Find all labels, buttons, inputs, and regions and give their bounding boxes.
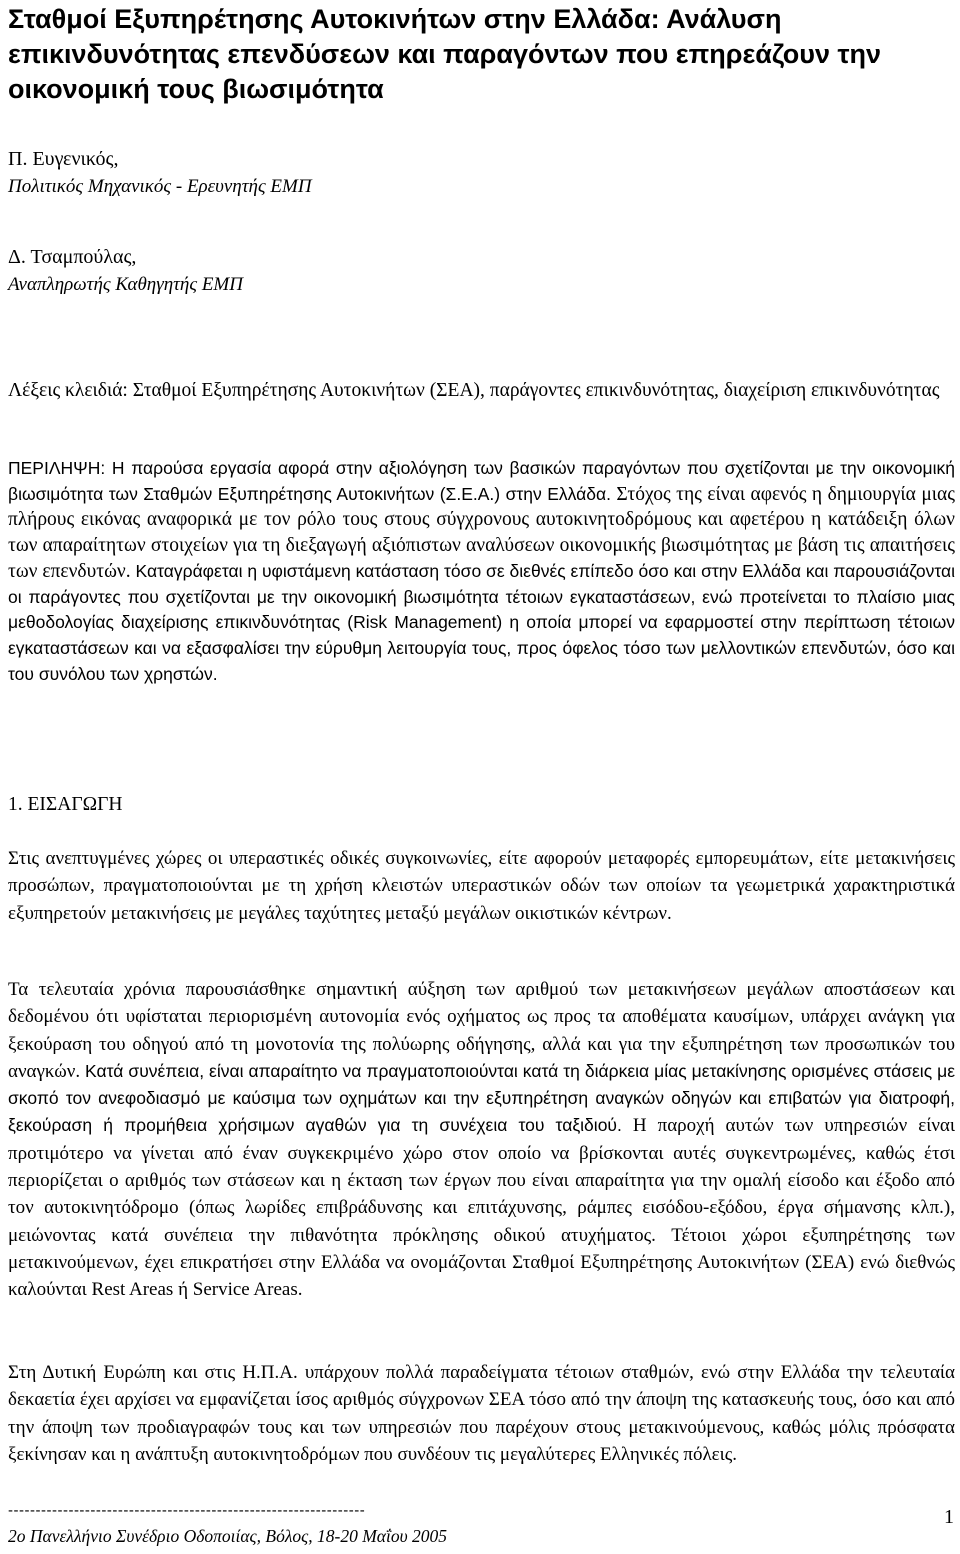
intro-p2-part2: Κατά συνέπεια, είναι απαραίτητο να πραγματοποιούνται κατά τη διάρκεια μίας μετακίνησης ορισμένες στάσεις με σκοπό τον ανεφοδιασμό με καύσιμα των οχημάτων και την εξυπηρέτηση αναγκών οδηγών και επιβατών για διατροφή, ξεκούραση ή προμήθεια χρήσιμων αγαθών για τη συνέχεια του ταξιδιού. <box>8 1060 956 1136</box>
footer-rule: ----------------------------------------------------------------- <box>8 1502 366 1519</box>
abstract <box>8 456 955 687</box>
author-name: Π. Ευγενικός, <box>8 148 119 170</box>
section-heading-introduction: 1. ΕΙΣΑΓΩΓΗ <box>8 794 123 815</box>
intro-paragraph-2 <box>8 976 955 1304</box>
abstract-scope: Καταγράφεται η υφιστάμενη κατάσταση τόσο σε διεθνές επίπεδο όσο και στην Ελλάδα και παρουσιάζονται οι παράγοντες που σχετίζονται με την οικονομική βιωσιμότητα τέτοιων εγκαταστάσεων, ενώ προτείνεται το πλαίσιο μιας μεθοδολογίας διαχείρισης επικινδυνότητας (Risk Management) η οποία μπορεί να εφαρμοστεί στην περίπτωση τέτοιων εγκαταστάσεων και να εξασφαλίσει την εύρυθμη λειτουργία τους, προς όφελος τόσο των μελλοντικών επενδυτών, όσο και του συνόλου των χρηστών. <box>8 560 955 684</box>
intro-p2-part1: Τα τελευταία χρόνια παρουσιάσθηκε σημαντική αύξηση των αριθμού των μετακινήσεων μεγάλων αποστάσεων και δεδομένου ότι υφίσταται περιορισμένη αυτονομία ενός οχήματος ως προς τα αποθέματα καυσίμων, υπάρχει ανάγκη για ξεκούραση του οδηγού από τη μονοτονία της πολύωρης οδήγησης, αλλά και για την εξυπηρέτηση των προσωπικών του αναγκών. <box>8 979 955 1082</box>
author-affiliation: Πολιτικός Μηχανικός - Ερευνητής ΕΜΠ <box>8 176 312 197</box>
abstract-aim: Στόχος της είναι αφενός η δημιουργία μιας πλήρους εικόνας αναφορικά με τον ρόλο τους στους σύγχρονους αυτοκινητοδρόμους και αφετέρου η κατάδειξη όλων των απαραίτητων στοιχείων για τη διεξαγωγή αξιόπιστων αναλύσεων οικονομικής βιωσιμότητας με βάση τις απαιτήσεις των επενδυτών. <box>8 483 955 582</box>
author-name: Δ. Τσαμπούλας, <box>8 246 137 268</box>
keywords: Λέξεις κλειδιά: Σταθμοί Εξυπηρέτησης Αυτοκινήτων (ΣΕΑ), παράγοντες επικινδυνότητας, διαχείριση επικινδυνότητας <box>8 380 940 401</box>
author-affiliation: Αναπληρωτής Καθηγητής ΕΜΠ <box>8 274 243 295</box>
intro-p2-part3: Η παροχή αυτών των υπηρεσιών είναι προτιμότερο να γίνεται από έναν συγκεκριμένο χώρο στον οποίο να βρίσκονται αυτές συγκεντρωμένες, καθώς έτσι περιορίζεται ο αριθμός των στάσεων και η έκταση των έργων που είναι απαραίτητα για την ομαλή είσοδο και έξοδο από τον αυτοκινητόδρομο (όπως λωρίδες επιβράδυνσης και επιτάχυνσης, ράμπες εισόδου-εξόδου, έργα σήμανσης κλπ.), μειώνοντας κατά συνέπεια την πιθανότητα πρόκλησης οδικού ατυχήματος. Τέτοιοι χώροι εξυπηρέτησης των μετακινούμενων, έχει επικρατήσει στην Ελλάδα να ονομάζονται Σταθμοί Εξυπηρέτησης Αυτοκινήτων (ΣΕΑ) ενώ διεθνώς καλούνται Rest Areas ή Service Areas. <box>8 1115 955 1301</box>
abstract-lead: ΠΕΡΙΛΗΨΗ: Η παρούσα εργασία αφορά στην αξιολόγηση των βασικών παραγόντων που σχετίζονται με την οικονομική βιωσιμότητα των Σταθμών Εξυπηρέτησης Αυτοκινήτων (Σ.Ε.Α.) στην Ελλάδα. <box>8 458 955 504</box>
page-number: 1 <box>944 1506 954 1528</box>
footer-conference: 2ο Πανελλήνιο Συνέδριο Οδοποιίας, Βόλος, 18-20 Μαΐου 2005 <box>8 1526 447 1546</box>
paper-title: Σταθμοί Εξυπηρέτησης Αυτοκινήτων στην Ελλάδα: Ανάλυση επικινδυνότητας επενδύσεων και παραγόντων που επηρεάζουν την οικονομική τους βιωσιμότητα <box>8 4 882 104</box>
author-2 <box>8 244 243 298</box>
intro-paragraph-1: Στις ανεπτυγμένες χώρες οι υπεραστικές οδικές συγκοινωνίες, είτε αφορούν μεταφορές εμπορευμάτων, είτε μετακινήσεις προσώπων, πραγματοποιούνται με τη χρήση κλειστών υπεραστικών οδών των οποίων τα γεωμετρικά χαρακτηριστικά εξυπηρετούν μετακινήσεις με μεγάλες ταχύτητες μεταξύ μεγάλων οικιστικών κέντρων. <box>8 848 955 924</box>
intro-paragraph-3: Στη Δυτική Ευρώπη και στις Η.Π.Α. υπάρχουν πολλά παραδείγματα τέτοιων σταθμών, ενώ στην Ελλάδα την τελευταία δεκαετία έχει αρχίσει να εμφανίζεται ίσος αριθμός σύγχρονων ΣΕΑ τόσο από την άποψη της κατασκευής τους, όσο και από την άποψη των προδιαγραφών τους και των υπηρεσιών που παρέχουν στους μετακινούμενους, καθώς μόλις πρόσφατα ξεκίνησαν και η ανάπτυξη αυτοκινητοδρόμων που συνδέουν τις μεγαλύτερες Ελληνικές πόλεις. <box>8 1362 955 1465</box>
author-1 <box>8 146 312 200</box>
